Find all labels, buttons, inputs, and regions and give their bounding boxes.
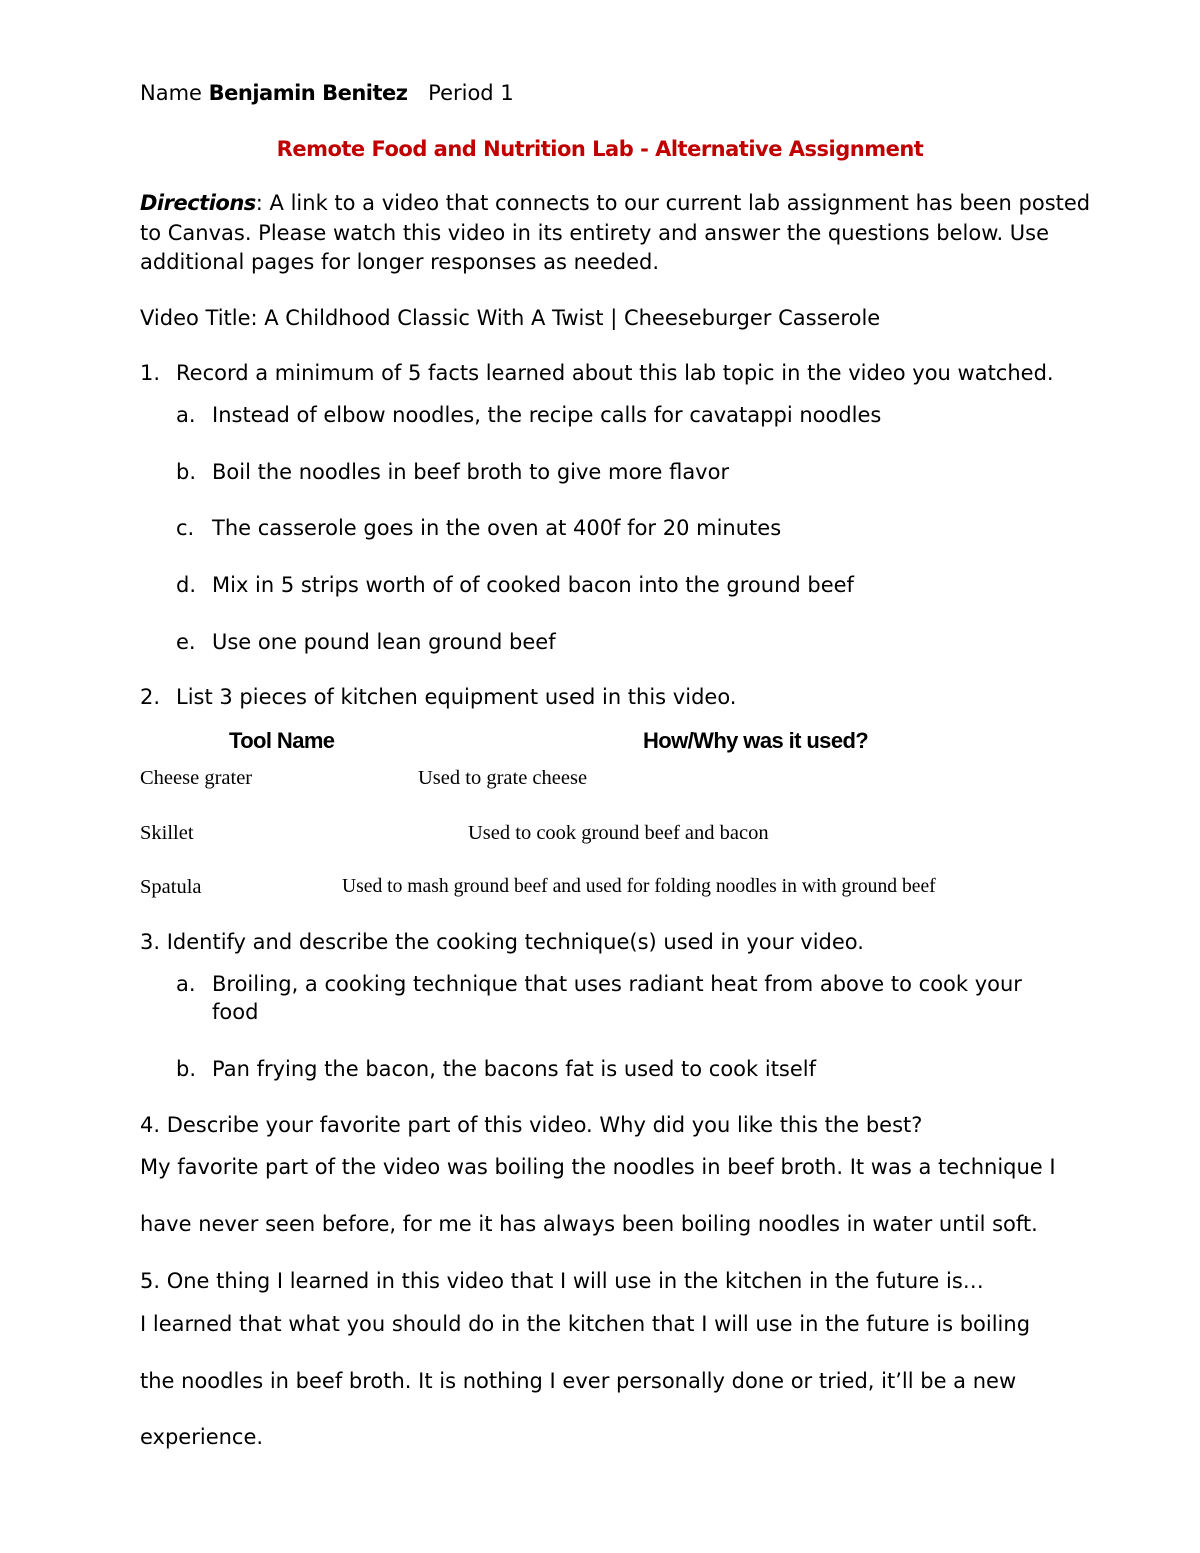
question-4: 4. Describe your favorite part of this video. Why did you like this the best? — [140, 1113, 923, 1137]
question-1 — [140, 360, 1054, 387]
name-label: Name — [140, 81, 202, 105]
header-line — [140, 80, 514, 107]
answer-4-line-1: My favorite part of the video was boiling the noodles in beef broth. It was a technique I — [140, 1155, 1056, 1179]
question-2-number: 2. — [140, 685, 161, 709]
answer-5-line-2: the noodles in beef broth. It is nothing I ever personally done or tried, it’ll be a new — [140, 1369, 1017, 1393]
student-name: Benjamin Benitez — [208, 81, 408, 105]
table-header-how: How/Why was it used? — [643, 728, 869, 753]
document-title: Remote Food and Nutrition Lab - Alternative Assignment — [276, 137, 924, 161]
directions-line-1 — [140, 190, 1090, 217]
list-item-continuation: food — [212, 1000, 259, 1024]
list-item: a. Broiling, a cooking technique that uses radiant heat from above to cook your — [176, 972, 1022, 996]
question-3: 3. Identify and describe the cooking technique(s) used in your video. — [140, 930, 864, 954]
table-cell-how: Used to mash ground beef and used for folding noodles in with ground beef — [342, 876, 936, 897]
question-1-number: 1. — [140, 361, 161, 385]
question-2-text: List 3 pieces of kitchen equipment used in this video. — [176, 685, 737, 709]
list-item: c. The casserole goes in the oven at 400f for 20 minutes — [176, 516, 782, 540]
table-cell-tool: Skillet — [140, 822, 194, 844]
video-title: Video Title: A Childhood Classic With A Twist | Cheeseburger Casserole — [140, 306, 881, 330]
directions-line-2: to Canvas. Please watch this video in its entirety and answer the questions below. Use — [140, 221, 1050, 245]
period: Period 1 — [428, 81, 514, 105]
directions-text-1: : A link to a video that connects to our current lab assignment has been posted — [255, 191, 1091, 215]
directions-line-3: additional pages for longer responses as needed. — [140, 250, 660, 274]
list-item: d. Mix in 5 strips worth of of cooked bacon into the ground beef — [176, 573, 854, 597]
answer-5-line-3: experience. — [140, 1425, 264, 1449]
question-1-text: Record a minimum of 5 facts learned about this lab topic in the video you watched. — [176, 361, 1054, 385]
list-item: e. Use one pound lean ground beef — [176, 630, 556, 654]
question-2 — [140, 684, 736, 711]
list-item: a. Instead of elbow noodles, the recipe calls for cavatappi noodles — [176, 403, 882, 427]
directions-label: Directions — [140, 191, 256, 215]
table-cell-tool: Cheese grater — [140, 767, 253, 789]
table-cell-how: Used to cook ground beef and bacon — [468, 822, 769, 844]
table-cell-how: Used to grate cheese — [418, 767, 588, 789]
table-header-tool: Tool Name — [229, 728, 335, 753]
answer-4-line-2: have never seen before, for me it has always been boiling noodles in water until soft. — [140, 1212, 1038, 1236]
answer-5-line-1: I learned that what you should do in the kitchen that I will use in the future is boiling — [140, 1312, 1031, 1336]
list-item: b. Pan frying the bacon, the bacons fat is used to cook itself — [176, 1057, 817, 1081]
question-5: 5. One thing I learned in this video that I will use in the kitchen in the future is… — [140, 1269, 984, 1293]
table-cell-tool: Spatula — [140, 876, 202, 898]
list-item: b. Boil the noodles in beef broth to give more flavor — [176, 460, 730, 484]
